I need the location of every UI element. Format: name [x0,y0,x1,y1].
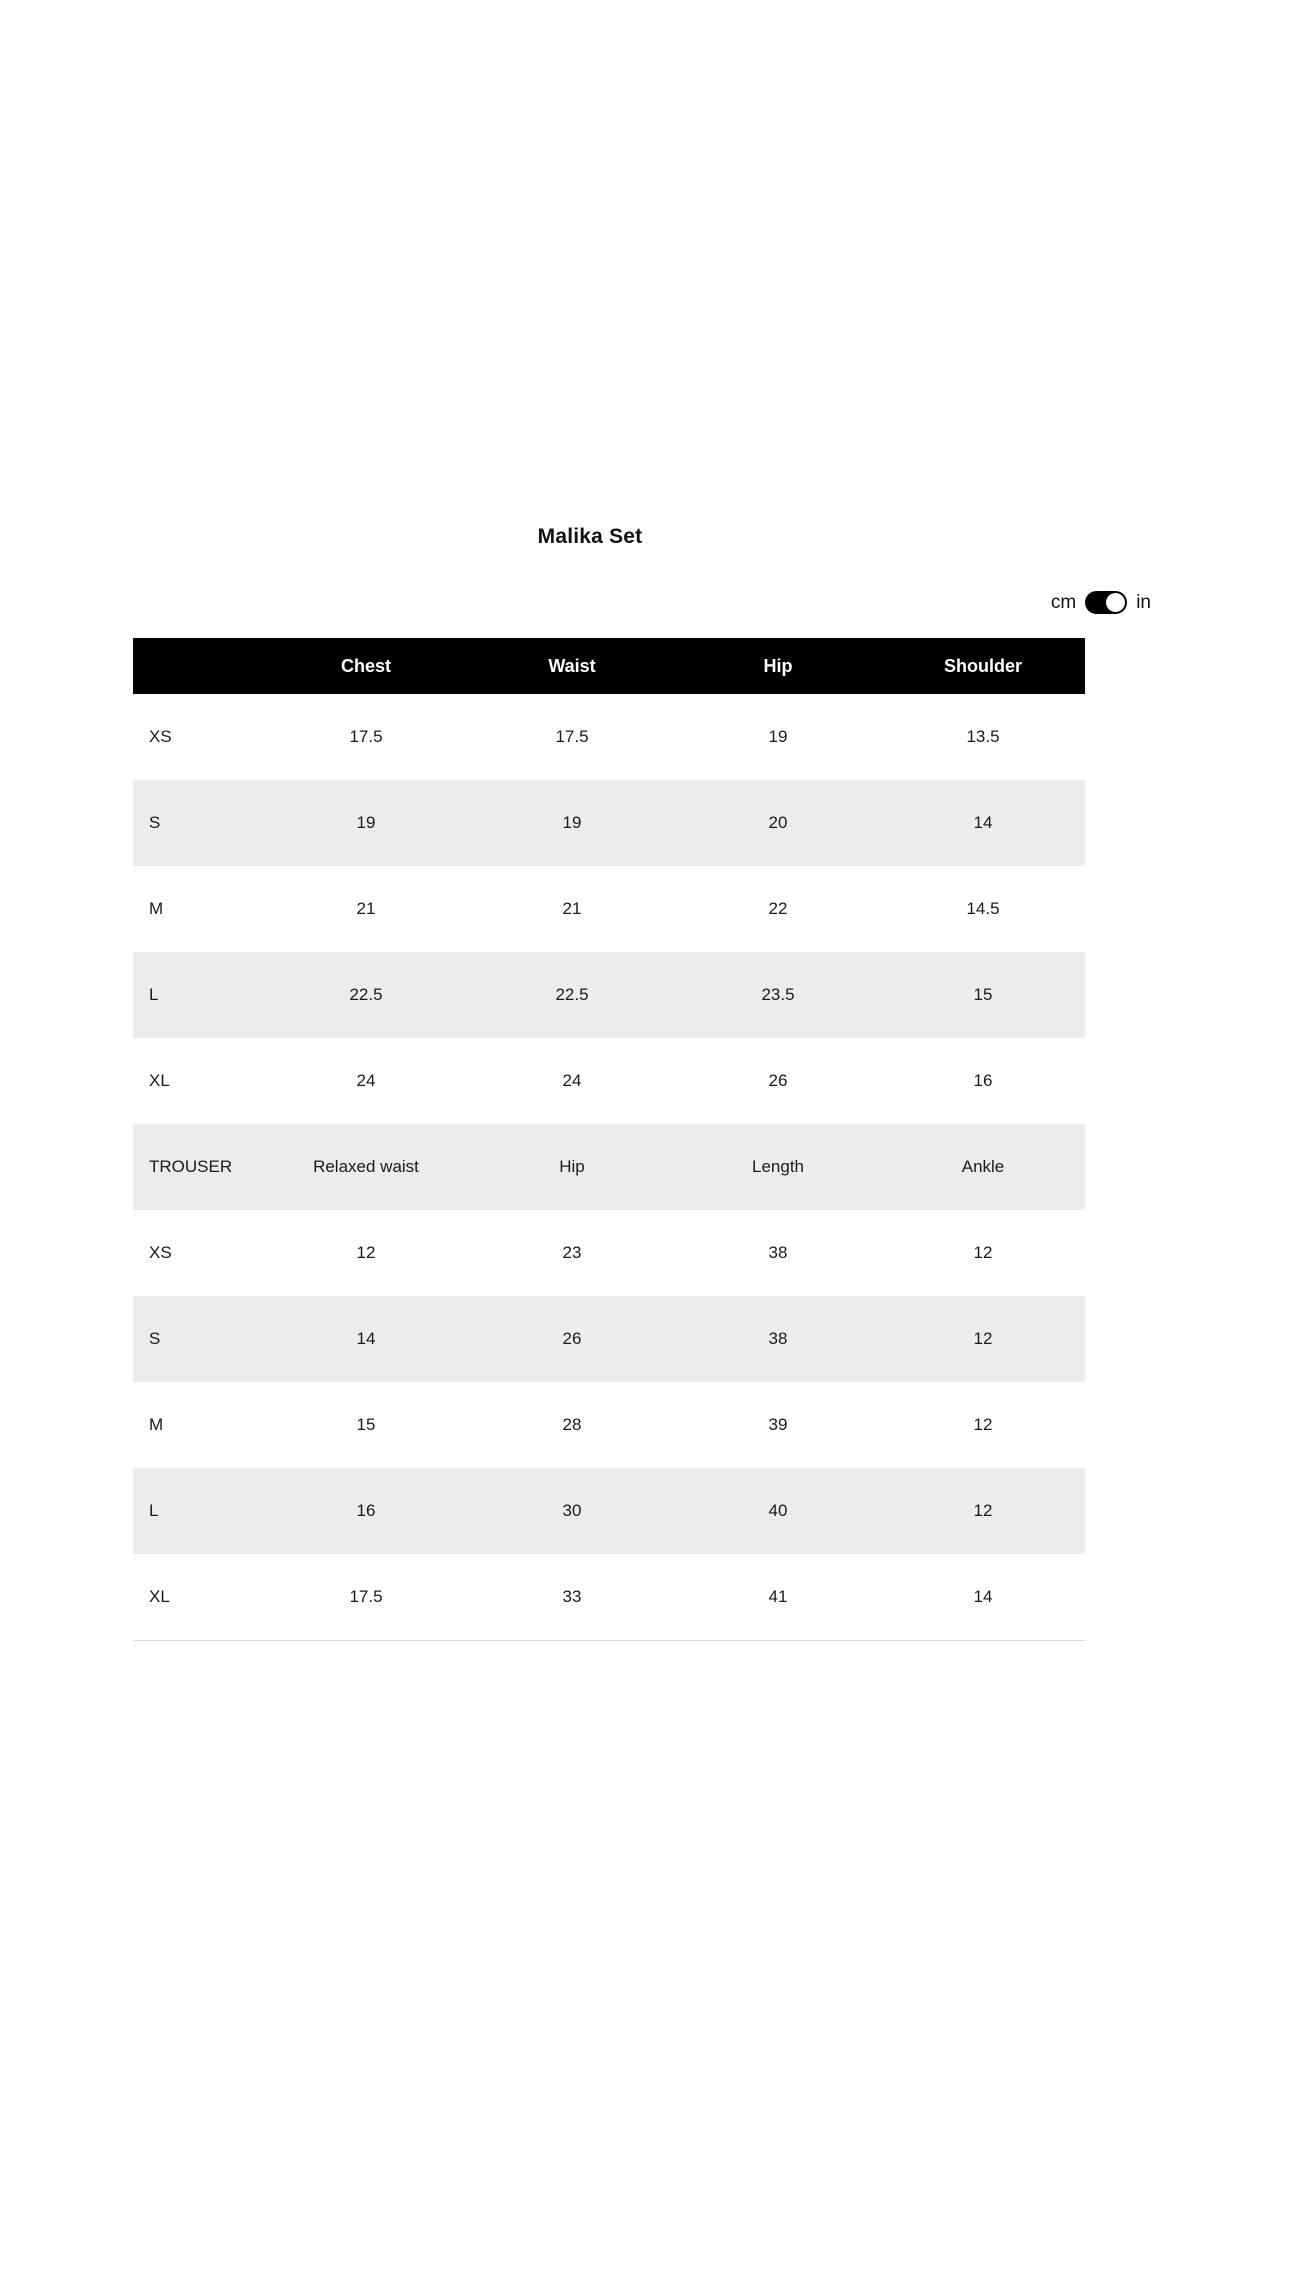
subheader-label: TROUSER [133,1124,263,1210]
trouser-subheader-row [133,1124,1085,1210]
table-row [133,780,1085,866]
size-chart-panel [133,525,1157,1641]
cell-waist: 19 [469,780,675,866]
subheader-length: Length [675,1124,881,1210]
subheader-hip: Hip [469,1124,675,1210]
column-header-shoulder: Shoulder [943,655,1022,676]
table-header-row [133,638,1085,694]
cell-hip: 23 [469,1210,675,1296]
cell-hip: 28 [469,1382,675,1468]
subheader-ankle: Ankle [881,1124,1085,1210]
row-size-label: S [133,1296,263,1382]
cell-chest: 24 [263,1038,469,1124]
unit-label-cm: cm [1050,592,1077,613]
cell-relaxed-waist: 14 [263,1296,469,1382]
table-row [133,1038,1085,1124]
table-row [133,952,1085,1038]
cell-hip: 26 [675,1038,881,1124]
table-row [133,1554,1085,1640]
column-header-hip: Hip [763,655,793,676]
size-chart-table [133,638,1085,1640]
table-bottom-divider [133,1640,1085,1641]
cell-waist: 24 [469,1038,675,1124]
cell-hip: 19 [675,694,881,780]
table-row [133,1382,1085,1468]
row-size-label: XS [133,694,263,780]
cell-shoulder: 14 [881,780,1085,866]
cell-hip: 33 [469,1554,675,1640]
cell-waist: 21 [469,866,675,952]
unit-toggle-switch[interactable] [1085,591,1127,614]
table-row [133,694,1085,780]
cell-ankle: 12 [881,1296,1085,1382]
row-size-label: M [133,1382,263,1468]
cell-chest: 21 [263,866,469,952]
column-header-waist: Waist [548,655,596,676]
column-header-chest: Chest [340,655,391,676]
table-row [133,1468,1085,1554]
cell-waist: 22.5 [469,952,675,1038]
cell-chest: 17.5 [263,694,469,780]
row-size-label: L [133,1468,263,1554]
table-row [133,1296,1085,1382]
cell-ankle: 12 [881,1382,1085,1468]
cell-length: 38 [675,1210,881,1296]
cell-relaxed-waist: 16 [263,1468,469,1554]
unit-label-in: in [1136,592,1151,613]
column-header-size [133,638,263,694]
cell-length: 40 [675,1468,881,1554]
unit-toggle-row [133,591,1157,614]
cell-length: 39 [675,1382,881,1468]
cell-shoulder: 15 [881,952,1085,1038]
cell-relaxed-waist: 15 [263,1382,469,1468]
row-size-label: M [133,866,263,952]
cell-chest: 22.5 [263,952,469,1038]
table-head [133,638,1085,694]
row-size-label: XL [133,1038,263,1124]
cell-length: 38 [675,1296,881,1382]
row-size-label: L [133,952,263,1038]
cell-hip: 23.5 [675,952,881,1038]
cell-ankle: 12 [881,1210,1085,1296]
cell-hip: 26 [469,1296,675,1382]
toggle-knob [1106,593,1125,612]
cell-length: 41 [675,1554,881,1640]
cell-waist: 17.5 [469,694,675,780]
subheader-relaxed-waist: Relaxed waist [263,1124,469,1210]
cell-ankle: 12 [881,1468,1085,1554]
cell-hip: 20 [675,780,881,866]
row-size-label: S [133,780,263,866]
cell-relaxed-waist: 12 [263,1210,469,1296]
page-title: Malika Set [537,525,643,548]
cell-ankle: 14 [881,1554,1085,1640]
cell-shoulder: 13.5 [881,694,1085,780]
cell-relaxed-waist: 17.5 [263,1554,469,1640]
row-size-label: XS [133,1210,263,1296]
cell-hip: 22 [675,866,881,952]
table-row [133,1210,1085,1296]
table-body [133,694,1085,1640]
table-row [133,866,1085,952]
row-size-label: XL [133,1554,263,1640]
cell-chest: 19 [263,780,469,866]
cell-shoulder: 14.5 [881,866,1085,952]
cell-hip: 30 [469,1468,675,1554]
cell-shoulder: 16 [881,1038,1085,1124]
